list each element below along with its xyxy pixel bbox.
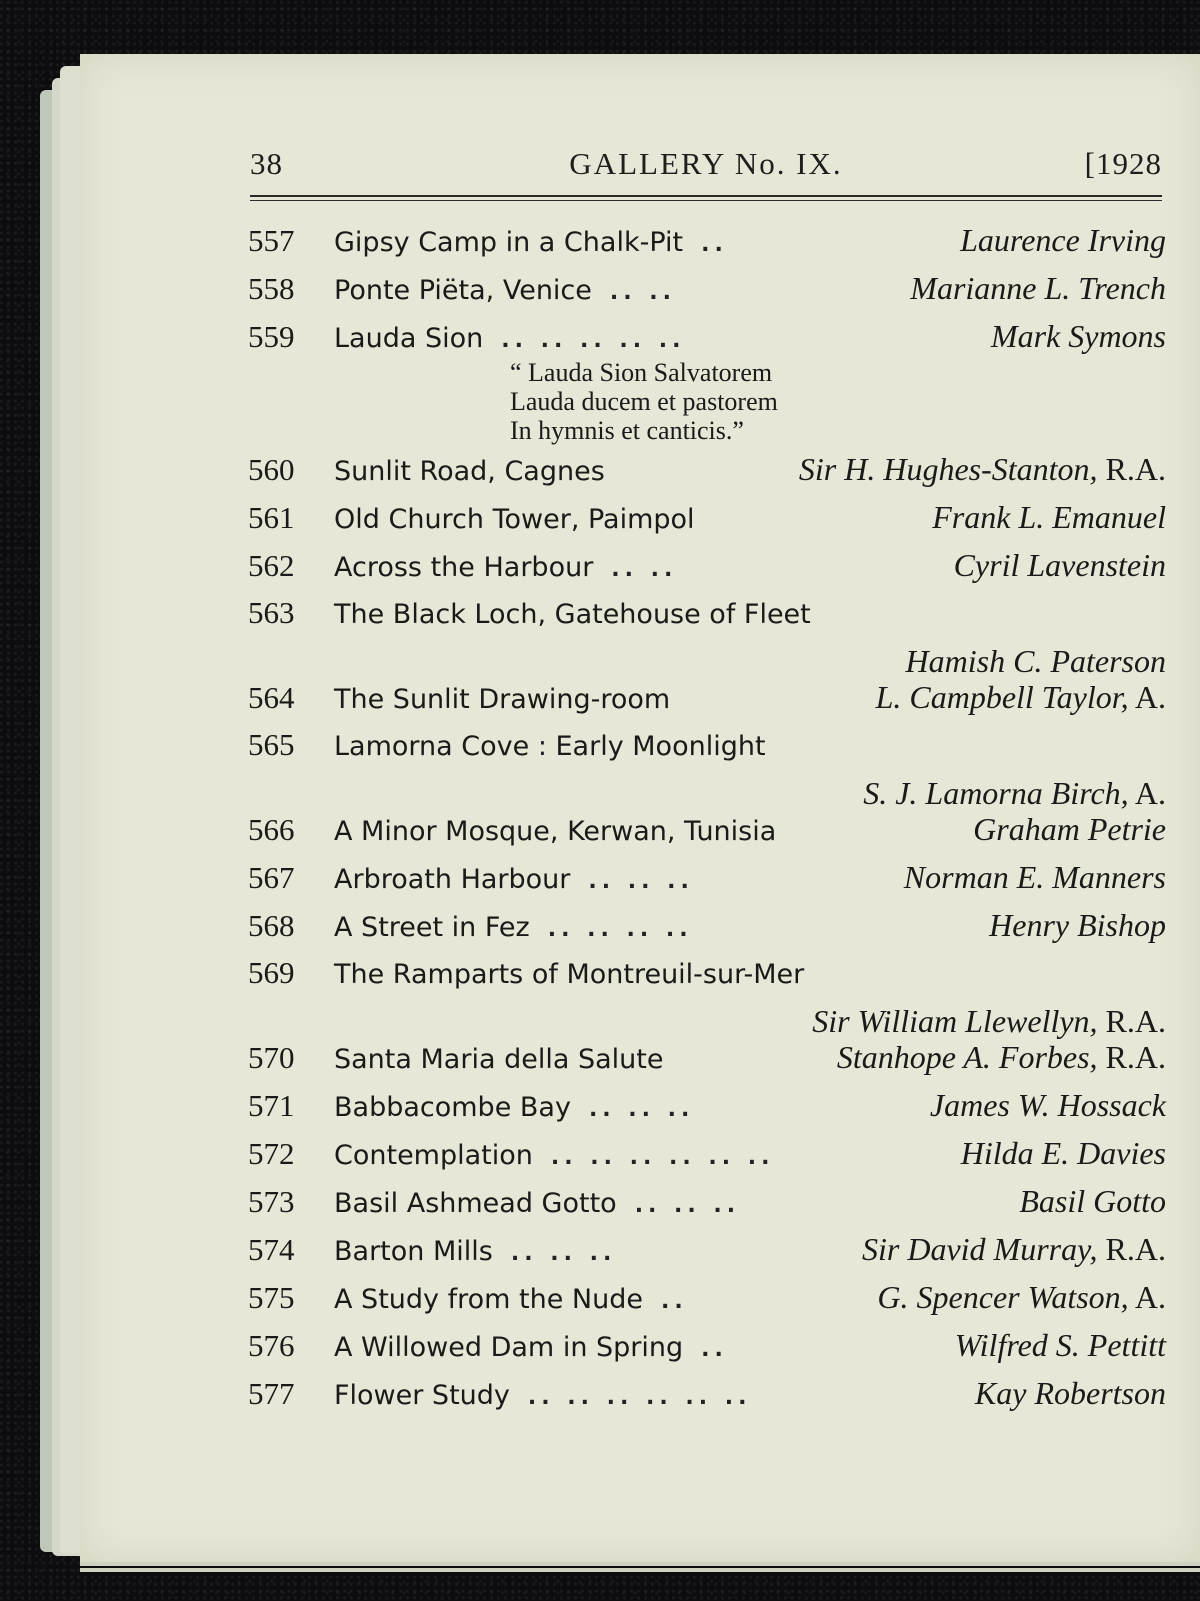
entry-number: 562 bbox=[248, 548, 295, 583]
entry-line bbox=[248, 270, 1166, 318]
page-number: 38 bbox=[250, 146, 283, 181]
entry-artist-line bbox=[248, 643, 1166, 679]
year-label: [1928 bbox=[1084, 146, 1162, 181]
leader-dots: .. .. .. .. .. .. bbox=[550, 1145, 775, 1170]
entry-artist: Basil Gotto bbox=[1019, 1183, 1166, 1219]
entry-title: Basil Ashmead Gotto bbox=[334, 1188, 617, 1219]
entry-artist: L. Campbell Taylor, A. bbox=[875, 679, 1166, 715]
artist-honour: R.A. bbox=[1097, 451, 1166, 487]
entry-title: A Willowed Dam in Spring bbox=[334, 1332, 684, 1363]
catalogue-entry bbox=[248, 955, 1166, 1039]
entry-number: 563 bbox=[248, 595, 295, 630]
entry-number: 573 bbox=[248, 1184, 295, 1219]
page-title: GALLERY No. IX. bbox=[569, 146, 843, 181]
header-rule bbox=[250, 200, 1162, 201]
entry-artist: Laurence Irving bbox=[960, 222, 1166, 258]
artist-honour: R.A. bbox=[1097, 1231, 1166, 1267]
entry-title: Contemplation bbox=[334, 1140, 533, 1171]
entry-artist: James W. Hossack bbox=[929, 1087, 1166, 1123]
entry-title: Old Church Tower, Paimpol bbox=[334, 504, 695, 535]
entry-title: Ponte Piëta, Venice bbox=[334, 275, 592, 306]
catalogue-entry bbox=[248, 727, 1166, 811]
entry-artist: Sir David Murray, R.A. bbox=[862, 1231, 1166, 1267]
entry-number: 567 bbox=[248, 860, 295, 895]
leader-dots: .. .. .. bbox=[510, 1241, 617, 1266]
entry-line bbox=[248, 1087, 1166, 1135]
entry-number: 577 bbox=[248, 1376, 295, 1411]
entry-number: 575 bbox=[248, 1280, 295, 1315]
catalogue-entry bbox=[248, 859, 1166, 907]
catalogue-entries bbox=[248, 222, 1166, 1423]
entry-title: The Ramparts of Montreuil-sur-Mer bbox=[334, 959, 805, 990]
entry-number: 565 bbox=[248, 727, 295, 762]
leader-dots: .. .. bbox=[609, 280, 676, 305]
entry-artist: Kay Robertson bbox=[974, 1375, 1166, 1411]
entry-number: 564 bbox=[248, 680, 295, 715]
entry-number: 574 bbox=[248, 1232, 295, 1267]
entry-number: 557 bbox=[248, 223, 295, 258]
artist-honour: R.A. bbox=[1097, 1003, 1166, 1039]
entry-line bbox=[248, 547, 1166, 595]
header-rule bbox=[250, 195, 1162, 197]
entry-line bbox=[248, 1039, 1166, 1087]
entry-artist: Frank L. Emanuel bbox=[932, 499, 1166, 535]
catalogue-entry bbox=[248, 1279, 1166, 1327]
entry-number: 571 bbox=[248, 1088, 295, 1123]
entry-line bbox=[248, 1183, 1166, 1231]
entry-artist: Wilfred S. Pettitt bbox=[954, 1327, 1166, 1363]
page-bottom-edge bbox=[80, 1562, 1200, 1566]
entry-artist: Sir H. Hughes-Stanton, R.A. bbox=[798, 451, 1166, 487]
entry-line bbox=[248, 1327, 1166, 1375]
entry-quote bbox=[248, 358, 1166, 445]
entry-title: Arbroath Harbour bbox=[334, 864, 571, 895]
entry-artist: G. Spencer Watson, A. bbox=[877, 1279, 1166, 1315]
catalogue-entry bbox=[248, 811, 1166, 859]
entry-number: 566 bbox=[248, 812, 295, 847]
catalogue-entry bbox=[248, 318, 1166, 445]
entry-title: Lamorna Cove : Early Moonlight bbox=[334, 731, 766, 762]
entry-line bbox=[248, 222, 1166, 270]
catalogue-entry bbox=[248, 547, 1166, 595]
entry-title: A Study from the Nude bbox=[334, 1284, 643, 1315]
entry-line bbox=[248, 1231, 1166, 1279]
leader-dots: .. bbox=[701, 1337, 728, 1362]
entry-artist: S. J. Lamorna Birch, A. bbox=[863, 775, 1166, 811]
entry-artist: Mark Symons bbox=[990, 318, 1166, 354]
leader-dots: .. .. .. .. bbox=[547, 917, 693, 942]
entry-title: Across the Harbour bbox=[334, 552, 594, 583]
entry-artist-line bbox=[248, 775, 1166, 811]
entry-line bbox=[248, 811, 1166, 859]
entry-line bbox=[248, 595, 1166, 643]
catalogue-entry bbox=[248, 270, 1166, 318]
entry-number: 559 bbox=[248, 319, 295, 354]
entry-line bbox=[248, 1279, 1166, 1327]
entry-title: Lauda Sion bbox=[334, 323, 484, 354]
entry-artist: Graham Petrie bbox=[973, 811, 1166, 847]
catalogue-entry bbox=[248, 1183, 1166, 1231]
artist-honour: A. bbox=[1128, 775, 1166, 811]
leader-dots: .. .. .. bbox=[588, 1097, 695, 1122]
artist-honour: A. bbox=[1128, 1279, 1166, 1315]
leader-dots: .. .. .. bbox=[634, 1193, 741, 1218]
entry-artist: Sir William Llewellyn, R.A. bbox=[812, 1003, 1166, 1039]
entry-title: Santa Maria della Salute bbox=[334, 1044, 664, 1075]
leader-dots: .. .. .. .. .. .. bbox=[527, 1385, 752, 1410]
catalogue-entry bbox=[248, 907, 1166, 955]
catalogue-entry bbox=[248, 1375, 1166, 1423]
entry-artist: Hilda E. Davies bbox=[960, 1135, 1166, 1171]
leader-dots: .. bbox=[701, 232, 728, 257]
entry-title: Babbacombe Bay bbox=[334, 1092, 571, 1123]
leader-dots: .. .. bbox=[611, 557, 678, 582]
entry-number: 570 bbox=[248, 1040, 295, 1075]
entry-title: Flower Study bbox=[334, 1380, 510, 1411]
entry-line bbox=[248, 859, 1166, 907]
catalogue-entry bbox=[248, 451, 1166, 499]
entry-line bbox=[248, 1135, 1166, 1183]
entry-line bbox=[248, 907, 1166, 955]
entry-line bbox=[248, 499, 1166, 547]
entry-line bbox=[248, 727, 1166, 775]
running-header bbox=[250, 140, 1162, 186]
catalogue-entry bbox=[248, 1327, 1166, 1375]
leader-dots: .. .. .. .. .. bbox=[501, 328, 686, 353]
entry-title: Sunlit Road, Cagnes bbox=[334, 456, 605, 487]
artist-honour: A. bbox=[1128, 679, 1166, 715]
quote-line: In hymnis et canticis.” bbox=[510, 416, 744, 445]
entry-artist: Henry Bishop bbox=[989, 907, 1166, 943]
entry-artist: Hamish C. Paterson bbox=[905, 643, 1166, 679]
entry-title: A Minor Mosque, Kerwan, Tunisia bbox=[334, 816, 777, 847]
entry-title: A Street in Fez bbox=[334, 912, 530, 943]
entry-title: Barton Mills bbox=[334, 1236, 493, 1267]
entry-artist: Norman E. Manners bbox=[903, 859, 1166, 895]
entry-number: 569 bbox=[248, 955, 295, 990]
entry-line bbox=[248, 451, 1166, 499]
leader-dots: .. bbox=[660, 1289, 688, 1314]
page-bottom-edge bbox=[80, 1568, 1200, 1572]
catalogue-entry bbox=[248, 222, 1166, 270]
entry-number: 558 bbox=[248, 271, 295, 306]
entry-artist: Stanhope A. Forbes, R.A. bbox=[836, 1039, 1166, 1075]
leader-dots: .. .. .. bbox=[588, 869, 694, 894]
catalogue-entry bbox=[248, 595, 1166, 679]
quote-line: “ Lauda Sion Salvatorem bbox=[510, 358, 773, 387]
entry-title: Gipsy Camp in a Chalk-Pit bbox=[334, 227, 684, 258]
entry-artist: Cyril Lavenstein bbox=[953, 547, 1166, 583]
entry-number: 572 bbox=[248, 1136, 295, 1171]
entry-line bbox=[248, 955, 1166, 1003]
entry-artist: Marianne L. Trench bbox=[910, 270, 1166, 306]
catalogue-entry bbox=[248, 499, 1166, 547]
catalogue-entry bbox=[248, 1039, 1166, 1087]
entry-artist-line bbox=[248, 1003, 1166, 1039]
catalogue-entry bbox=[248, 1087, 1166, 1135]
catalogue-entry bbox=[248, 1231, 1166, 1279]
entry-title: The Sunlit Drawing-room bbox=[334, 684, 671, 715]
entry-number: 560 bbox=[248, 452, 295, 487]
artist-honour: R.A. bbox=[1097, 1039, 1166, 1075]
quote-line: Lauda ducem et pastorem bbox=[510, 387, 778, 416]
catalogue-entry bbox=[248, 1135, 1166, 1183]
entry-line bbox=[248, 679, 1166, 727]
catalogue-entry bbox=[248, 679, 1166, 727]
entry-title: The Black Loch, Gatehouse of Fleet bbox=[334, 599, 811, 630]
entry-number: 561 bbox=[248, 500, 295, 535]
entry-number: 568 bbox=[248, 908, 295, 943]
entry-number: 576 bbox=[248, 1328, 295, 1363]
entry-line bbox=[248, 1375, 1166, 1423]
